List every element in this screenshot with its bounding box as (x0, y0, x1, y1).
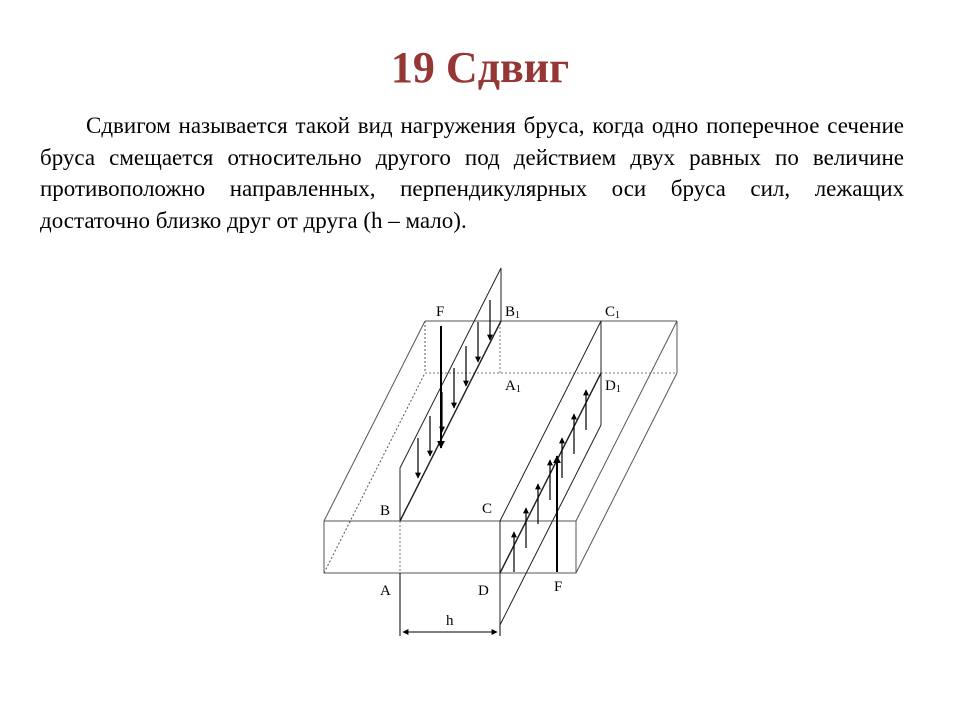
label-a: A (380, 583, 391, 599)
label-f-bottom: F (554, 579, 563, 595)
label-c1: C1 (605, 304, 621, 321)
label-b: B (380, 503, 391, 519)
distributed-arrows-down (418, 300, 490, 478)
slide-title: 19 Сдвиг (390, 43, 570, 92)
force-arrows (441, 326, 557, 572)
definition-paragraph: Сдвигом называется такой вид нагружения бруса, когда одно поперечное сечение бруса смещается относительно другого под действием двух равных по величине противоположно направленных, перпендикулярных оси бруса сил, лежащих достаточно близко друг от друга (h – мало). (40, 113, 904, 233)
label-f-top: F (436, 304, 445, 320)
label-d: D (478, 583, 489, 599)
label-b1: B1 (505, 304, 521, 321)
distributed-arrows-up (514, 390, 586, 572)
label-a1: A1 (505, 378, 521, 395)
label-d1: D1 (605, 378, 621, 395)
label-c: C (482, 501, 493, 517)
label-h: h (446, 613, 454, 629)
